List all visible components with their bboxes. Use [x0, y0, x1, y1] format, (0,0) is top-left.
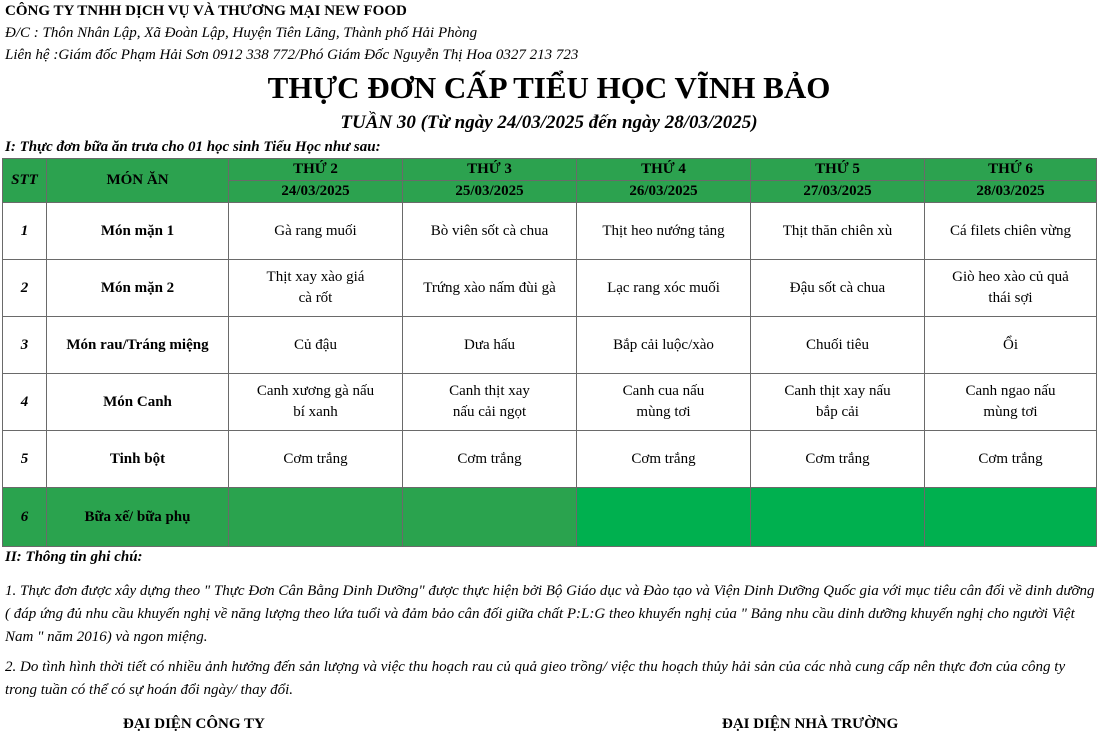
menu-cell: Canh thịt xay nấu bắp cải — [751, 374, 925, 431]
week-subtitle: TUẦN 30 (Từ ngày 24/03/2025 đến ngày 28/03/2025) — [340, 112, 758, 133]
row-number: 3 — [3, 317, 47, 374]
menu-cell: Thịt heo nướng tảng — [577, 203, 751, 260]
dish-category: Tinh bột — [47, 431, 229, 488]
menu-cell — [751, 488, 925, 547]
menu-cell: Cơm trắng — [403, 431, 577, 488]
menu-cell — [403, 488, 577, 547]
menu-cell: Cá filets chiên vừng — [925, 203, 1097, 260]
table-header-row — [3, 159, 1097, 181]
table-row — [3, 203, 1097, 260]
row-number: 6 — [3, 488, 47, 547]
menu-cell: Thịt thăn chiên xù — [751, 203, 925, 260]
date-header: 25/03/2025 — [403, 181, 577, 203]
menu-cell: Thịt xay xào giá cà rốt — [229, 260, 403, 317]
menu-cell: Cơm trắng — [229, 431, 403, 488]
menu-cell: Gà rang muối — [229, 203, 403, 260]
menu-cell: Cơm trắng — [577, 431, 751, 488]
menu-cell: Giò heo xào củ quả thái sợi — [925, 260, 1097, 317]
date-header: 28/03/2025 — [925, 181, 1097, 203]
row-number: 5 — [3, 431, 47, 488]
menu-cell: Trứng xào nấm đùi gà — [403, 260, 577, 317]
menu-table — [2, 158, 1097, 547]
section-2-heading: II: Thông tin ghi chú: — [5, 549, 143, 565]
menu-cell: Canh ngao nấu mùng tơi — [925, 374, 1097, 431]
table-row — [3, 431, 1097, 488]
dish-category: Món mặn 2 — [47, 260, 229, 317]
menu-cell: Bắp cải luộc/xào — [577, 317, 751, 374]
menu-cell: Dưa hấu — [403, 317, 577, 374]
menu-cell: Canh xương gà nấu bí xanh — [229, 374, 403, 431]
menu-cell: Đậu sốt cà chua — [751, 260, 925, 317]
dish-header: MÓN ĂN — [47, 159, 229, 203]
page-title: THỰC ĐƠN CẤP TIỂU HỌC VĨNH BẢO — [267, 70, 831, 105]
menu-cell — [229, 488, 403, 547]
company-signature-label: ĐẠI DIỆN CÔNG TY — [123, 716, 265, 732]
date-header: 27/03/2025 — [751, 181, 925, 203]
menu-cell — [577, 488, 751, 547]
table-row — [3, 488, 1097, 547]
date-header: 26/03/2025 — [577, 181, 751, 203]
menu-cell: Cơm trắng — [751, 431, 925, 488]
menu-cell: Lạc rang xóc muối — [577, 260, 751, 317]
menu-cell: Canh cua nấu mùng tơi — [577, 374, 751, 431]
note-2: 2. Do tình hình thời tiết có nhiều ảnh hưởng đến sản lượng và việc thu hoạch rau củ quả gieo trồng/ việc thu hoạch thủy hải sản của các nhà cung cấp nên thực đơn của công ty trong tuần có thể có sự hoán đổi ngày/ thay đổi. — [5, 659, 1066, 698]
dish-category: Món mặn 1 — [47, 203, 229, 260]
day-header: THỨ 3 — [403, 159, 577, 181]
company-name: CÔNG TY TNHH DỊCH VỤ VÀ THƯƠNG MẠI NEW FOOD — [5, 3, 407, 19]
stt-header: STT — [3, 159, 47, 203]
day-header: THỨ 4 — [577, 159, 751, 181]
date-header: 24/03/2025 — [229, 181, 403, 203]
dish-category: Món Canh — [47, 374, 229, 431]
menu-cell — [925, 488, 1097, 547]
school-signature-label: ĐẠI DIỆN NHÀ TRƯỜNG — [722, 716, 899, 732]
menu-cell: Bò viên sốt cà chua — [403, 203, 577, 260]
day-header: THỨ 5 — [751, 159, 925, 181]
row-number: 4 — [3, 374, 47, 431]
menu-cell: Chuối tiêu — [751, 317, 925, 374]
row-number: 1 — [3, 203, 47, 260]
table-row — [3, 260, 1097, 317]
menu-cell: Củ đậu — [229, 317, 403, 374]
dish-category: Món rau/Tráng miệng — [47, 317, 229, 374]
day-header: THỨ 2 — [229, 159, 403, 181]
note-1: 1. Thực đơn được xây dựng theo " Thực Đơn Cân Bằng Dinh Dưỡng" được thực hiện bởi Bộ Giáo dục và Đào tạo và Viện Dinh Dưỡng Quốc gia với mục tiêu cân đối về dinh dưỡng ( đáp ứng đủ nhu cầu khuyến nghị về năng lượng theo lứa tuổi và đảm bảo cân đối giữa chất P:L:G theo khuyến nghị của " Bảng nhu cầu dinh dưỡng khuyến nghị cho người Việt Nam " năm 2016) và ngon miệng. — [5, 583, 1095, 645]
company-contact: Liên hệ :Giám đốc Phạm Hải Sơn 0912 338 772/Phó Giám Đốc Nguyễn Thị Hoa 0327 213 723 — [5, 47, 579, 63]
day-header: THỨ 6 — [925, 159, 1097, 181]
table-row — [3, 374, 1097, 431]
dish-category: Bữa xế/ bữa phụ — [47, 488, 229, 547]
row-number: 2 — [3, 260, 47, 317]
menu-cell: Cơm trắng — [925, 431, 1097, 488]
table-row — [3, 317, 1097, 374]
company-address: Đ/C : Thôn Nhân Lập, Xã Đoàn Lập, Huyện Tiên Lãng, Thành phố Hải Phòng — [5, 25, 478, 41]
menu-cell: Canh thịt xay nấu cải ngọt — [403, 374, 577, 431]
menu-cell: Ổi — [925, 317, 1097, 374]
section-1-heading: I: Thực đơn bữa ăn trưa cho 01 học sinh Tiểu Học như sau: — [5, 139, 381, 155]
